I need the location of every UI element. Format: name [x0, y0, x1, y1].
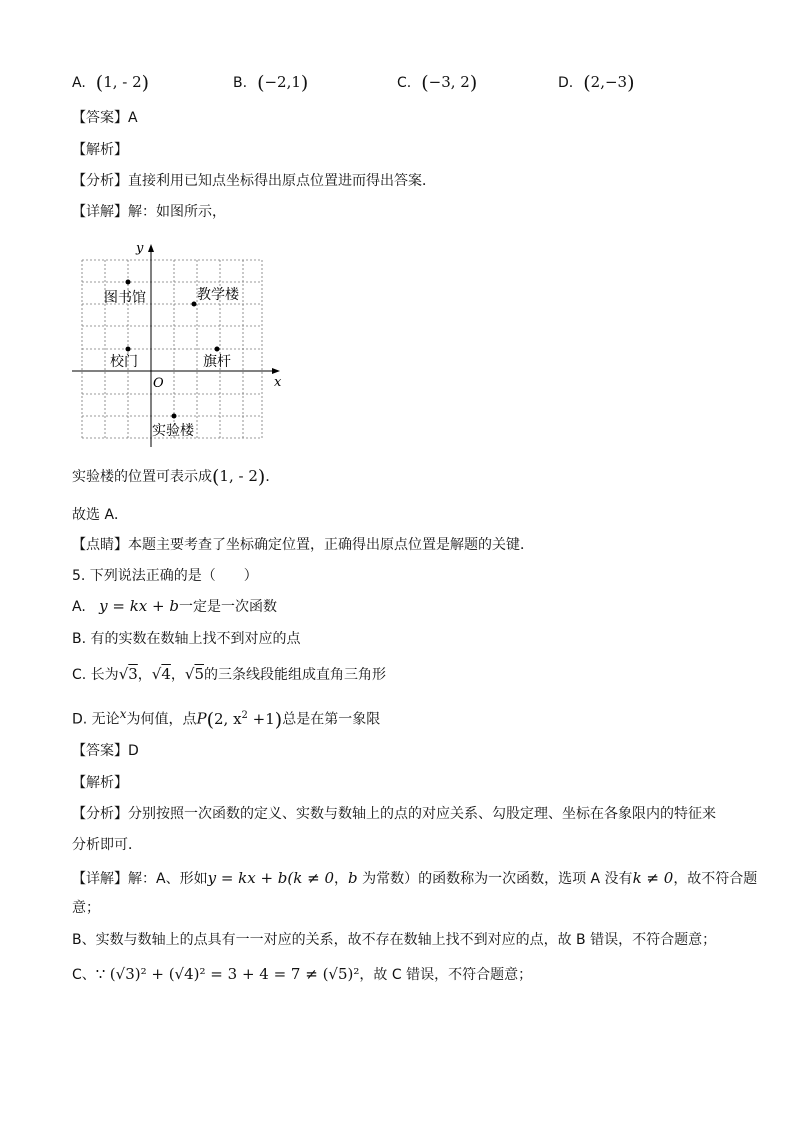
q5-analysis-tag: 【解析】 — [72, 775, 128, 791]
answer-value: D — [128, 743, 139, 759]
option-letter: A. — [72, 75, 86, 91]
q4-choose: 故选 A． — [72, 507, 129, 523]
coord-tail: +1 — [247, 709, 275, 728]
option-d-suffix: 总是在第一象限 — [282, 711, 381, 728]
q5-xiangjie-cont: 意； — [72, 900, 100, 916]
q4-analysis-tag: 【解析】 — [72, 142, 128, 158]
point-coord: 2, x — [213, 709, 242, 728]
fenxi-text: 直接利用已知点坐标得出原点位置进而得出答案． — [128, 173, 436, 189]
teaching-label: 教学楼 — [197, 287, 239, 303]
q5-option-b: B. 有的实数在数轴上找不到对应的点 — [72, 631, 301, 647]
xiangjie-text: 解：A、形如 — [128, 871, 208, 887]
separator: ， — [334, 871, 349, 887]
option-a: A. (1, - 2) — [72, 72, 150, 94]
q5-answer — [72, 741, 139, 761]
condition-math: k ≠ 0 — [632, 869, 674, 887]
explain-c-suffix: ，故 C 错误，不符合题意； — [359, 967, 533, 983]
teaching-point — [192, 302, 197, 307]
q4-fenxi — [72, 171, 436, 191]
q4-result: 实验楼的位置可表示成(1, - 2)． — [72, 466, 280, 488]
dianjing-text: 本题主要考查了坐标确定位置，正确得出原点位置是解题的关键． — [128, 537, 534, 553]
sqrt-3: 3 — [128, 665, 138, 683]
option-value: 2,−3 — [590, 73, 628, 91]
flag-point — [215, 347, 220, 352]
q5-stem: 5. 下列说法正确的是（ ） — [72, 568, 258, 584]
sqrt-4: 4 — [161, 665, 171, 683]
variable-b: b — [348, 869, 358, 887]
explain-c-math: (√3)² + (√4)² = 3 + 4 = 7 ≠ (√5)² — [109, 965, 360, 983]
x-axis-arrow — [272, 368, 280, 374]
lab-label: 实验楼 — [152, 423, 194, 439]
q4-xiangjie — [72, 202, 226, 222]
because-symbol: ∵ — [95, 965, 106, 983]
lab-point — [172, 414, 177, 419]
x-axis-label: x — [274, 375, 282, 390]
y-axis-arrow — [148, 244, 154, 252]
q5-explain-b: B、实数与数轴上的点具有一一对应的关系，故不存在数轴上找不到对应的点，故 B 错误，不符合题意； — [72, 932, 717, 948]
option-d-middle: 为何值，点 — [126, 711, 197, 728]
option-value: −3, 2 — [428, 73, 470, 91]
q5-explain-c — [72, 964, 532, 985]
fenxi-tag: 【分析】 — [72, 173, 128, 189]
flag-label: 旗杆 — [203, 354, 231, 370]
xiangjie-tag: 【详解】 — [72, 871, 128, 887]
option-a-math: y = kx + b — [99, 597, 179, 615]
option-letter: C. — [397, 75, 412, 91]
option-letter: B. — [233, 75, 248, 91]
xiangjie-tag: 【详解】 — [72, 204, 128, 220]
q5-fenxi-cont: 分析即可． — [72, 837, 142, 853]
q5-option-a — [72, 596, 277, 617]
origin-label: O — [153, 376, 164, 391]
q5-option-d: D. 无论x为何值，点P(2, $x^2 +1$)总是在第一象限 — [72, 707, 381, 731]
option-value: −2,1 — [264, 73, 301, 91]
option-letter: A. — [72, 599, 86, 615]
dianjing-tag: 【点睛】 — [72, 537, 128, 553]
option-d-prefix: D. 无论 — [72, 711, 120, 728]
q5-option-c: C. 长为√3，√4，√5的三条线段能组成直角三角形 — [72, 665, 387, 683]
result-text: 实验楼的位置可表示成 — [72, 469, 212, 485]
answer-tag: 【答案】 — [72, 110, 128, 126]
option-c-suffix: 的三条线段能组成直角三角形 — [204, 667, 387, 683]
exponent: 2 — [241, 709, 248, 721]
result-value: 1, - 2 — [219, 467, 258, 485]
option-b: B. (−2,1) — [233, 72, 309, 94]
q5-fenxi — [72, 804, 716, 824]
option-c-prefix: C. 长为 — [72, 667, 119, 683]
y-axis-label: y — [136, 241, 144, 256]
xiangjie-math: y = kx + b(k ≠ 0 — [207, 869, 335, 887]
result-period: ． — [265, 469, 280, 485]
q4-answer — [72, 108, 138, 128]
q5-xiangjie — [72, 868, 757, 889]
separator: ， — [137, 667, 152, 683]
fenxi-text: 分别按照一次函数的定义、实数与数轴上的点的对应关系、勾股定理、坐标在各象限内的特征来 — [128, 806, 716, 822]
fenxi-tag: 【分析】 — [72, 806, 128, 822]
explain-c-prefix: C、 — [72, 967, 96, 983]
option-d: D. (2,−3) — [558, 72, 635, 94]
option-c: C. (−3, 2) — [397, 72, 478, 94]
point-p: P — [196, 709, 207, 728]
option-a-text: 一定是一次函数 — [178, 599, 277, 615]
separator: ， — [170, 667, 185, 683]
gate-point — [126, 347, 131, 352]
option-value: 1, - 2 — [103, 73, 142, 91]
variable-x: x — [119, 707, 127, 721]
xiangjie-text: 解：如图所示， — [128, 204, 226, 220]
answer-tag: 【答案】 — [72, 743, 128, 759]
sqrt-5: 5 — [194, 665, 205, 683]
library-point — [126, 280, 131, 285]
xiangjie-text-2: 为常数）的函数称为一次函数，选项 A 没有 — [357, 871, 633, 887]
library-label: 图书馆 — [104, 290, 146, 306]
coordinate-figure — [70, 240, 290, 450]
xiangjie-text-3: ，故不符合题 — [673, 871, 758, 887]
option-letter: D. — [558, 75, 574, 91]
gate-label: 校门 — [110, 354, 138, 370]
q4-dianjing — [72, 535, 534, 555]
answer-value: A — [128, 110, 138, 126]
